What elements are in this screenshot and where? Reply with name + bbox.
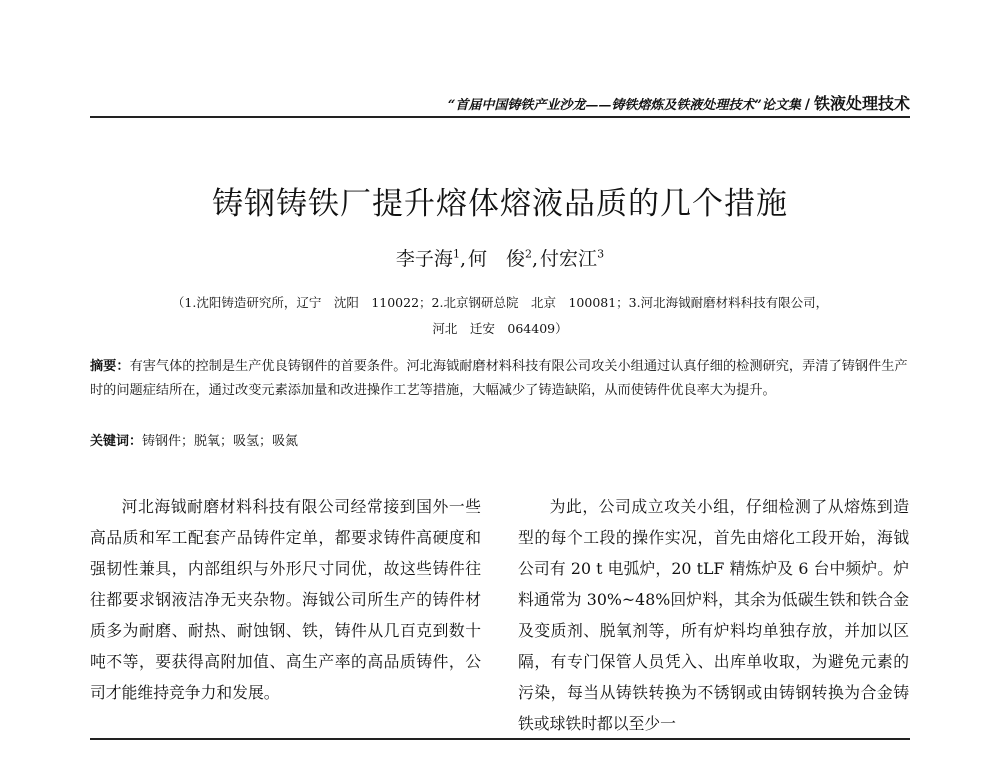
author-affiliation-mark: 2 [525,247,532,261]
header-rule [90,116,910,118]
abstract [90,355,910,403]
affiliation-line: （1.沈阳铸造研究所，辽宁 沈阳 110022；2.北京钢研总院 北京 100081；3.河北海钺耐磨材料科技有限公司， [171,295,829,310]
keywords-label: 关键词： [90,434,143,449]
keywords [90,430,910,454]
running-header [90,91,910,114]
author-name: 何 俊 [467,248,525,270]
author-affiliation-mark: 1 [452,247,460,261]
section-name: 铁液处理技术 [813,94,910,113]
proceedings-series-title: “首届中国铸铁产业沙龙——铸铁熔炼及铁液处理技术”论文集 [447,98,801,113]
header-separator: / [804,97,810,113]
abstract-label: 摘要： [90,359,130,374]
author-list: 李子海$^1$, 何 俊$^2$, 付宏江$^3$ [395,247,605,270]
paper-title: 铸钢铸铁厂提升熔体熔液品质的几个措施 [212,186,788,222]
author-name: 李子海 [395,248,453,270]
author-affiliation-mark: 3 [597,247,605,261]
body-column-left: 河北海钺耐磨材料科技有限公司经常接到国外一些高品质和军工配套产品铸件定单，都要求铸件高硬度和强韧性兼具，内部组织与外形尺寸同优，故这些铸件往往都要求钢液洁净无夹杂物。海钺公司所生产的铸件材质多为耐磨、耐热、耐蚀钢、铁，铸件从几百克到数十吨不等，要获得高附加值、高生产率的高品质铸件，公司才能维持竞争力和发展。 [90,497,481,702]
abstract-text: 有害气体的控制是生产优良铸钢件的首要条件。河北海钺耐磨材料科技有限公司攻关小组通过认真仔细的检测研究，弄清了铸钢件生产时的问题症结所在，通过改变元素添加量和改进操作工艺等措施，大幅减少了铸造缺陷，从而使铸件优良率大为提升。 [90,359,908,398]
affiliations [100,290,900,342]
body-column-right: 为此，公司成立攻关小组，仔细检测了从熔炼到造型的每个工段的操作实况，首先由熔化工段开始，海钺公司有 20 t 电弧炉，20 tLF 精炼炉及 6 台中频炉。炉料通常为 30%~48%回炉料，其余为低碳生铁和铁合金及变质剂、脱氧剂等，所有炉料均单独存放，并加以区隔，有专门保管人员凭入、出库单收取，为避免元素的污染，每当从铸铁转换为不锈钢或由铸钢转换为合金铸铁或球铁时都以至少一 [518,497,909,733]
keywords-text: 铸钢件；脱氧；吸氢；吸氮 [142,434,299,449]
footer-rule [90,738,910,740]
affiliation-line: 河北 迁安 064409） [432,321,568,336]
author-name: 付宏江 [540,248,598,270]
